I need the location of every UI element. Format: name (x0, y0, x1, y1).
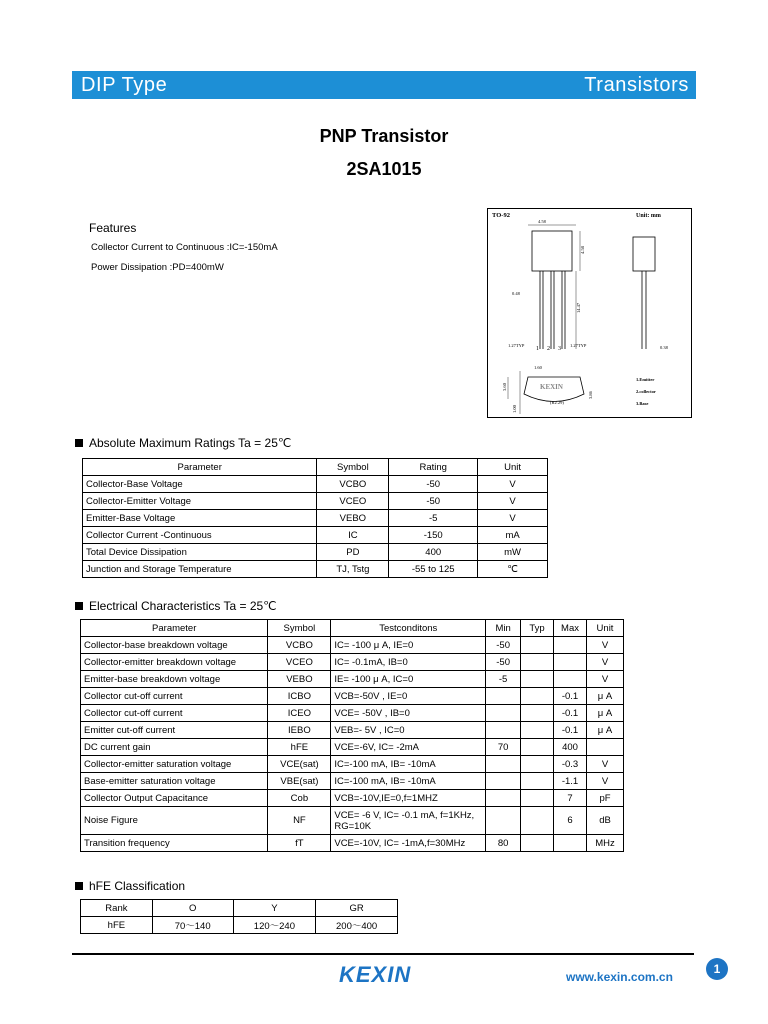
cell: pF (587, 790, 624, 807)
cell: 400 (554, 739, 587, 756)
cell (521, 637, 554, 654)
table-row (81, 722, 624, 739)
table-header-row (81, 620, 624, 637)
col-header: Max (554, 620, 587, 637)
table-row (81, 835, 624, 852)
cell: TJ, Tstg (317, 561, 389, 578)
cell: 120～240 (233, 917, 316, 934)
cell: VCE= -6 V, IC= -0.1 mA, f=1KHz, RG=10K (331, 807, 486, 835)
cell (521, 705, 554, 722)
col-header: Unit (587, 620, 624, 637)
cell (587, 739, 624, 756)
cell (521, 835, 554, 852)
feature-item: Power Dissipation :PD=400mW (91, 262, 224, 273)
cell: -55 to 125 (389, 561, 478, 578)
cell: VCB=-50V , IE=0 (331, 688, 486, 705)
hfe-heading-text: hFE Classification (89, 879, 186, 893)
col-header: Typ (521, 620, 554, 637)
cell: V (587, 773, 624, 790)
cell: Collector-Emitter Voltage (83, 493, 317, 510)
cell (486, 773, 521, 790)
cell (521, 807, 554, 835)
cell: -150 (389, 527, 478, 544)
cell: V (587, 654, 624, 671)
cell: -0.1 (554, 705, 587, 722)
cell: -50 (486, 637, 521, 654)
table-row (83, 510, 548, 527)
features-heading: Features (89, 221, 137, 235)
cell: VCEO (317, 493, 389, 510)
cell: 70～140 (152, 917, 233, 934)
cell: -50 (389, 476, 478, 493)
col-header: Rating (389, 459, 478, 476)
elec-heading-text: Electrical Characteristics Ta = 25℃ (89, 599, 277, 613)
bullet-square-icon (75, 602, 83, 610)
cell (521, 722, 554, 739)
dim-label: 3.86 (588, 391, 593, 399)
cell: 70 (486, 739, 521, 756)
cell: Total Device Dissipation (83, 544, 317, 561)
cell: Base-emitter saturation voltage (81, 773, 268, 790)
cell: V (478, 510, 548, 527)
cell (521, 739, 554, 756)
footer-divider (72, 953, 694, 955)
cell: Transition frequency (81, 835, 268, 852)
cell: VCB=-10V,IE=0,f=1MHZ (331, 790, 486, 807)
cell: 6 (554, 807, 587, 835)
cell: IC (317, 527, 389, 544)
col-header: O (152, 900, 233, 917)
cell: Noise Figure (81, 807, 268, 835)
cell: IC=-100 mA, IB= -10mA (331, 773, 486, 790)
cell (554, 654, 587, 671)
cell: V (587, 756, 624, 773)
table-row (81, 917, 398, 934)
cell: V (478, 476, 548, 493)
cell: Collector Current -Continuous (83, 527, 317, 544)
col-header: Rank (81, 900, 153, 917)
hfe-table (80, 899, 398, 934)
cell: MHz (587, 835, 624, 852)
cell: V (587, 637, 624, 654)
cell: NF (268, 807, 331, 835)
col-header: Symbol (317, 459, 389, 476)
elec-heading (75, 599, 277, 613)
cell: Emitter-Base Voltage (83, 510, 317, 527)
col-header: Min (486, 620, 521, 637)
to92-outline-drawing (488, 209, 693, 419)
header-left: DIP Type (81, 73, 168, 96)
cell: PD (317, 544, 389, 561)
cell: IC= -0.1mA, IB=0 (331, 654, 486, 671)
cell: hFE (81, 917, 153, 934)
cell (486, 705, 521, 722)
cell: mW (478, 544, 548, 561)
abs-max-heading (75, 436, 291, 450)
pin-label: 1.Emitter (636, 377, 655, 382)
col-header: Testconditons (331, 620, 486, 637)
abs-max-heading-text: Absolute Maximum Ratings Ta = 25℃ (89, 436, 292, 450)
elec-char-table (80, 619, 624, 852)
cell: VCE=-10V, IC= -1mA,f=30MHz (331, 835, 486, 852)
pin-number: 3 (558, 346, 561, 352)
col-header: Parameter (83, 459, 317, 476)
cell: IC= -100 μ A, IE=0 (331, 637, 486, 654)
cell: 80 (486, 835, 521, 852)
cell: 400 (389, 544, 478, 561)
cell: V (478, 493, 548, 510)
cell: -5 (486, 671, 521, 688)
cell: Collector cut-off current (81, 688, 268, 705)
dim-label: 3.60 (502, 383, 507, 391)
package-watermark: KEXIN (540, 383, 563, 391)
table-row (81, 637, 624, 654)
dim-label: 1.00 (512, 405, 517, 413)
table-row (81, 807, 624, 835)
cell: hFE (268, 739, 331, 756)
table-row (83, 561, 548, 578)
cell: dB (587, 807, 624, 835)
cell (486, 756, 521, 773)
table-row (83, 544, 548, 561)
cell (486, 807, 521, 835)
pin-number: 1 (536, 346, 539, 352)
cell: Emitter cut-off current (81, 722, 268, 739)
table-row (81, 790, 624, 807)
hfe-heading (75, 879, 185, 893)
cell: mA (478, 527, 548, 544)
col-header: Unit (478, 459, 548, 476)
cell: VEB=- 5V , IC=0 (331, 722, 486, 739)
table-row (81, 688, 624, 705)
dim-label: 14.47 (576, 302, 581, 313)
cell: Collector-emitter breakdown voltage (81, 654, 268, 671)
cell: ℃ (478, 561, 548, 578)
header-banner (72, 71, 696, 99)
cell: Collector Output Capacitance (81, 790, 268, 807)
cell: V (587, 671, 624, 688)
dim-label: 4.58 (538, 219, 546, 224)
cell: ICBO (268, 688, 331, 705)
cell: fT (268, 835, 331, 852)
table-row (81, 756, 624, 773)
cell: μ A (587, 688, 624, 705)
cell: VCE(sat) (268, 756, 331, 773)
cell: 200～400 (316, 917, 398, 934)
cell: VCE=-6V, IC= -2mA (331, 739, 486, 756)
table-row (81, 671, 624, 688)
cell (486, 688, 521, 705)
dim-label: 0.48 (512, 291, 520, 296)
cell (521, 790, 554, 807)
cell: Collector-base breakdown voltage (81, 637, 268, 654)
cell: μ A (587, 722, 624, 739)
cell: -5 (389, 510, 478, 527)
abs-max-table (82, 458, 548, 578)
cell: Junction and Storage Temperature (83, 561, 317, 578)
dim-label: (R2.29) (550, 400, 564, 405)
cell: Collector-Base Voltage (83, 476, 317, 493)
col-header: GR (316, 900, 398, 917)
col-header: Symbol (268, 620, 331, 637)
table-row (81, 773, 624, 790)
cell: 7 (554, 790, 587, 807)
cell: VEBO (268, 671, 331, 688)
table-row (83, 476, 548, 493)
cell: DC current gain (81, 739, 268, 756)
cell (521, 756, 554, 773)
table-header-row (83, 459, 548, 476)
cell (486, 722, 521, 739)
package-drawing (487, 208, 692, 418)
cell (554, 637, 587, 654)
dim-label: 1.27TYP (508, 343, 525, 348)
package-name: TO-92 (492, 212, 510, 219)
dim-label: 1.60 (534, 365, 542, 370)
pin-label: 3.Base (636, 401, 649, 406)
cell: μ A (587, 705, 624, 722)
pin-label: 2.collector (636, 389, 656, 394)
cell: -1.1 (554, 773, 587, 790)
pin-number: 2 (547, 346, 550, 352)
title-type: PNP Transistor (319, 126, 449, 146)
table-row (83, 493, 548, 510)
cell: Collector-emitter saturation voltage (81, 756, 268, 773)
cell: ICEO (268, 705, 331, 722)
package-unit: Unit: mm (636, 213, 661, 219)
cell: Cob (268, 790, 331, 807)
cell: VCBO (317, 476, 389, 493)
col-header: Y (233, 900, 316, 917)
table-row (81, 654, 624, 671)
cell (554, 835, 587, 852)
dim-label: 4.58 (580, 246, 585, 254)
feature-item: Collector Current to Continuous :IC=-150mA (91, 242, 278, 253)
cell (554, 671, 587, 688)
table-row (83, 527, 548, 544)
cell: -50 (486, 654, 521, 671)
cell: VBE(sat) (268, 773, 331, 790)
cell: VEBO (317, 510, 389, 527)
table-header-row (81, 900, 398, 917)
cell (521, 671, 554, 688)
header-right: Transistors (584, 73, 689, 96)
cell: VCEO (268, 654, 331, 671)
col-header: Parameter (81, 620, 268, 637)
kexin-logo: KEXIN (339, 962, 412, 987)
table-row (81, 739, 624, 756)
cell: Collector cut-off current (81, 705, 268, 722)
cell: IEBO (268, 722, 331, 739)
cell: -0.1 (554, 722, 587, 739)
cell: VCBO (268, 637, 331, 654)
bullet-square-icon (75, 882, 83, 890)
bullet-square-icon (75, 439, 83, 447)
cell: -50 (389, 493, 478, 510)
cell: Emitter-base breakdown voltage (81, 671, 268, 688)
cell: IC=-100 mA, IB= -10mA (331, 756, 486, 773)
footer-url[interactable]: www.kexin.com.cn (566, 970, 673, 984)
page-number-badge: 1 (706, 958, 728, 980)
cell: IE= -100 μ A, IC=0 (331, 671, 486, 688)
cell: -0.3 (554, 756, 587, 773)
table-row (81, 705, 624, 722)
cell (521, 773, 554, 790)
title-part: 2SA1015 (346, 159, 422, 179)
cell (521, 688, 554, 705)
cell (486, 790, 521, 807)
dim-label: 1.27TYP (570, 343, 587, 348)
cell: VCE= -50V , IB=0 (331, 705, 486, 722)
dim-label: 0.38 (660, 345, 668, 350)
cell: -0.1 (554, 688, 587, 705)
cell (521, 654, 554, 671)
